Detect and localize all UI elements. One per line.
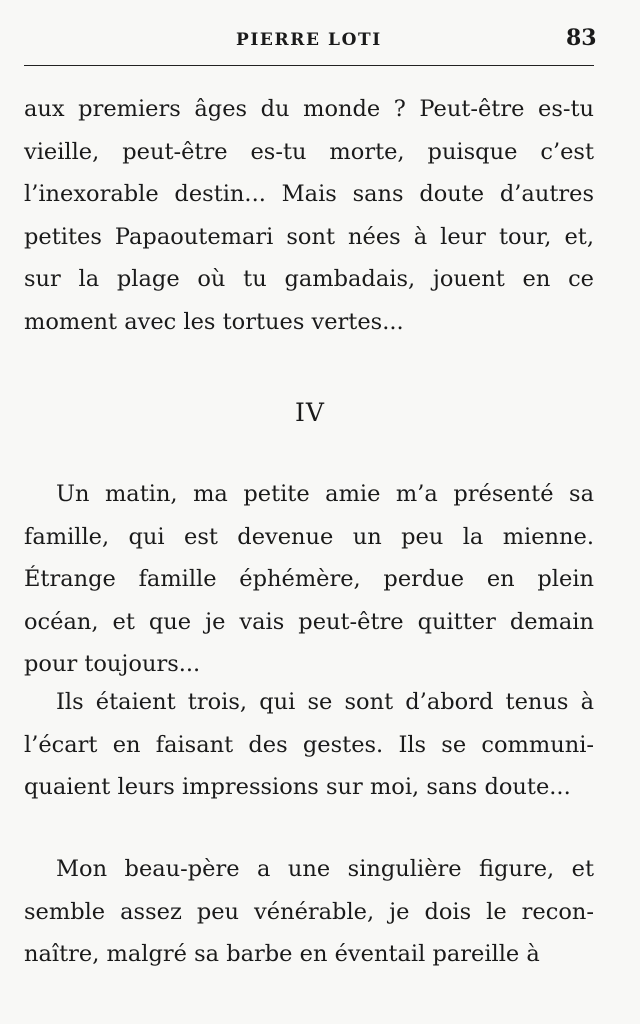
paragraph: Un matin, ma petite amie m’a présenté sa famille, qui est devenue un peu la mienne. Étrange famille éphémère, perdue en plein océan, et que je vais peut-être quitter demain pour toujours... — [24, 481, 594, 677]
paragraph: Mon beau-père a une singulière figure, et semble assez peu vénérable, je dois le reconnaître, malgré sa barbe en éventail pareille à — [24, 856, 594, 967]
page-number: 83 — [566, 25, 597, 51]
chapter-heading: IV — [295, 398, 325, 427]
paragraph-continued: aux premiers âges du monde ? Peut-être es-tu vieille, peut-être es-tu morte, puisque c’est l’inexorable destin... Mais sans doute d’autres petites Papaoutemari sont nées à leur tour, et, sur la plage où tu gambadais, jouent en ce moment avec les tortues vertes... — [24, 96, 594, 335]
paragraph: Ils étaient trois, qui se sont d’abord tenus à l’écart en faisant des gestes. Ils se communiquaient leurs impressions sur moi, sans doute... — [24, 689, 594, 800]
running-head — [0, 22, 640, 52]
header-rule — [24, 65, 594, 66]
author-name: PIERRE LOTI — [236, 30, 382, 50]
